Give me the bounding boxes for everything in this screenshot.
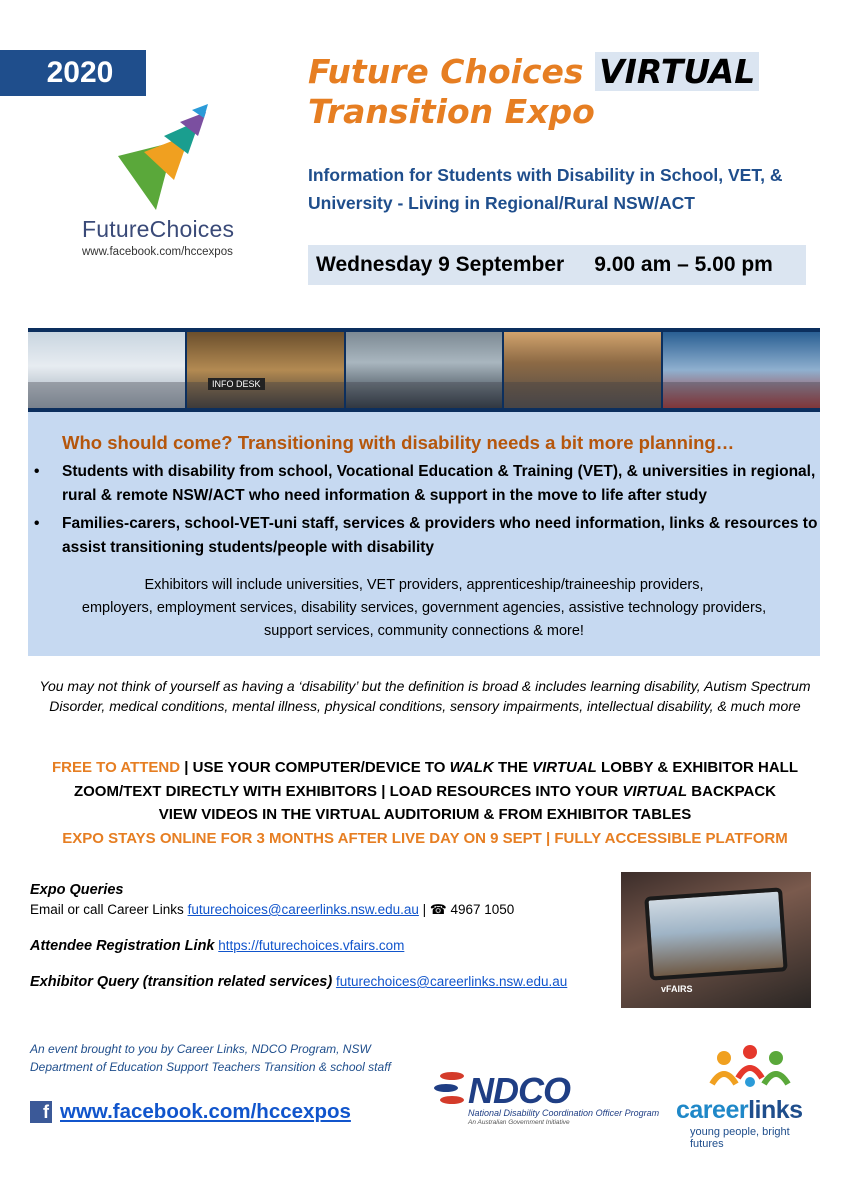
event-date: Wednesday 9 September — [316, 253, 565, 276]
tablet-screen — [644, 887, 788, 980]
features-line1: FREE TO ATTEND | USE YOUR COMPUTER/DEVICE TO WALK THE VIRTUAL LOBBY & EXHIBITOR HALL — [52, 759, 798, 776]
exhibitors-line1: Exhibitors will include universities, VET providers, apprenticeship/traineeship providers, — [144, 577, 704, 593]
logo-name: FutureChoices — [82, 216, 235, 242]
registration-title: Attendee Registration Link — [30, 938, 215, 954]
ndco-logo — [432, 1060, 672, 1130]
facebook-icon[interactable]: f — [30, 1101, 52, 1123]
facebook-link[interactable]: www.facebook.com/hccexpos — [60, 1100, 351, 1123]
banner-lobby-image — [28, 332, 185, 408]
exhibitor-title: Exhibitor Query (transition related services) — [30, 974, 333, 990]
contact-queries — [30, 880, 610, 992]
registration-link[interactable]: https://futurechoices.vfairs.com — [218, 938, 405, 953]
exhibitors-line3: support services, community connections & more! — [264, 623, 584, 639]
year-text: 2020 — [46, 56, 114, 89]
disability-definition-note: You may not think of yourself as having a ‘disability’ but the definition is broad & includes learning disability, Autism Spectrum Disorder, medical conditions, mental illness, physical conditions, sensory impairments, intellectual disability, & much more — [39, 678, 811, 714]
virtual-expo-banner — [28, 328, 820, 412]
careerlinks-tagline: young people, bright futures — [690, 1126, 790, 1150]
banner-hall-image — [346, 332, 503, 408]
future-choices-logo — [78, 104, 268, 264]
logo-url: www.facebook.com/hccexpos — [82, 246, 233, 258]
careerlinks-logo — [676, 1044, 826, 1150]
who-list — [28, 460, 820, 564]
date-bar — [308, 245, 806, 285]
title-line2: Transition Expo — [308, 92, 595, 131]
registration-line — [30, 936, 610, 956]
who-item-families: • Families-carers, school-VET-uni staff, services & providers who need information, links & resources to assist transitioning students/people with disability — [28, 512, 820, 560]
who-item-students: • Students with disability from school, Vocational Education & Training (VET), & universities in regional, rural & remote NSW/ACT who need information & support in the move to life after study — [28, 460, 820, 508]
banner-auditorium-image — [504, 332, 661, 408]
banner-booth-image — [663, 332, 820, 408]
event-title — [308, 52, 828, 132]
expo-queries-line: Email or call Career Links futurechoices@careerlinks.nsw.edu.au | ☎ 4967 1050 — [30, 902, 515, 917]
features-line3: VIEW VIDEOS IN THE VIRTUAL AUDITORIUM & FROM EXHIBITOR TABLES — [158, 806, 692, 823]
ndco-initiative: An Australian Government Initiative — [468, 1119, 570, 1126]
exhibitor-line — [30, 972, 610, 992]
tablet-photo — [621, 872, 811, 1008]
year-badge — [0, 50, 146, 96]
expo-features — [20, 756, 830, 850]
phone-number: 4967 1050 — [450, 902, 515, 917]
info-desk-label: INFO DESK — [208, 378, 265, 390]
features-line4: EXPO STAYS ONLINE FOR 3 MONTHS AFTER LIVE DAY ON 9 SEPT | FULLY ACCESSIBLE PLATFORM — [62, 829, 788, 847]
exhibitors-text — [28, 574, 820, 643]
features-line2: ZOOM/TEXT DIRECTLY WITH EXHIBITORS | LOAD RESOURCES INTO YOUR VIRTUAL BACKPACK — [73, 782, 777, 800]
banner-info-desk-image — [187, 332, 344, 408]
facebook-row — [30, 1100, 351, 1124]
exhibitors-line2: employers, employment services, disability services, government agencies, assistive technology providers, — [81, 600, 767, 616]
careerlinks-word: careerlinks — [676, 1096, 803, 1124]
vfairs-brand: vFAIRS — [661, 984, 693, 994]
ndco-word: NDCO — [468, 1070, 570, 1111]
careerlinks-people-icon — [706, 1044, 796, 1096]
title-part1: Future Choices — [308, 52, 584, 91]
event-credit: An event brought to you by Career Links, NDCO Program, NSW Department of Education Support Teachers Transition & school staff — [30, 1042, 391, 1074]
title-highlight: VIRTUAL — [595, 52, 759, 91]
event-subtitle: Information for Students with Disability in School, VET, & University - Living in Regional/Rural NSW/ACT — [308, 165, 783, 213]
ndco-swoosh-icon — [432, 1066, 472, 1116]
event-time: 9.00 am – 5.00 pm — [594, 253, 773, 276]
free-to-attend: FREE TO ATTEND — [52, 759, 181, 776]
who-should-come-section — [28, 412, 820, 656]
paper-planes-icon — [116, 104, 226, 212]
expo-email-link[interactable]: futurechoices@careerlinks.nsw.edu.au — [187, 902, 419, 917]
who-heading: Who should come? Transitioning with disability needs a bit more planning… — [62, 432, 735, 453]
expo-queries-title: Expo Queries — [30, 882, 124, 898]
ndco-full-name: National Disability Coordination Officer Program — [468, 1108, 660, 1118]
phone-icon: ☎ — [429, 902, 447, 917]
exhibitor-email-link[interactable]: futurechoices@careerlinks.nsw.edu.au — [335, 974, 568, 989]
